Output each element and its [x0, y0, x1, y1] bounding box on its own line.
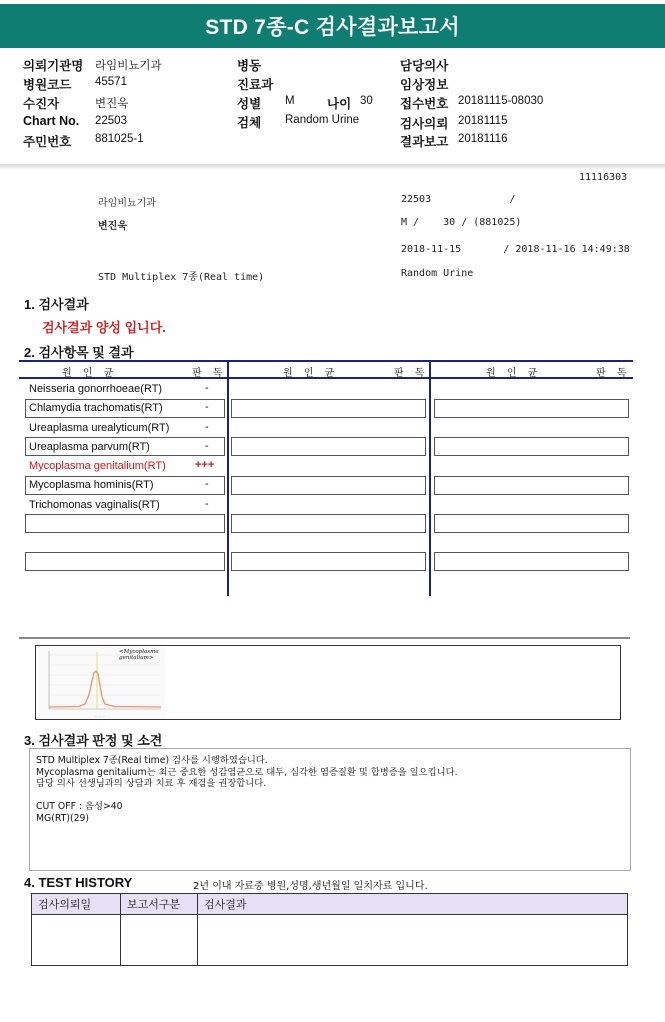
accession-no-label: 접수번호	[400, 97, 449, 111]
accession-no-value: 20181115-08030	[458, 95, 544, 107]
requesting-org-label: 의뢰기관명	[23, 59, 84, 73]
report-date-value: 20181116	[458, 133, 508, 145]
age-value: 30	[360, 95, 373, 107]
chart-no-label: Chart No.	[23, 114, 80, 128]
history-col-report-type: 보고서구분	[121, 894, 198, 915]
pathogen-name: Ureaplasma parvum(RT)	[29, 441, 150, 453]
graph-divider	[19, 637, 630, 639]
history-cell	[32, 915, 121, 966]
patient-label: 수진자	[23, 97, 60, 111]
sex-value: M	[285, 95, 295, 107]
grid-divider-2	[429, 360, 431, 596]
specimen-label: 검체	[237, 116, 262, 130]
history-row	[32, 915, 628, 966]
section1-title: 1. 검사결과	[24, 297, 89, 312]
result-box	[434, 476, 629, 495]
pathogen-result: -	[205, 382, 209, 394]
grid-divider-1	[227, 360, 229, 596]
report-title: STD 7종-C 검사결과보고서	[0, 4, 665, 48]
history-header-row	[32, 894, 628, 915]
print-code: 11116303	[579, 172, 628, 183]
result-box	[231, 552, 426, 571]
pathogen-name: Ureaplasma urealyticum(RT)	[29, 422, 170, 434]
pathogen-name-positive: Mycoplasma genitalium(RT)	[29, 460, 166, 472]
pathogen-result: -	[205, 478, 209, 490]
report-date-label: 결과보고	[400, 135, 449, 149]
result-box	[25, 514, 225, 533]
request-date-value: 20181115	[458, 115, 508, 127]
result-box	[231, 437, 426, 456]
hospital-code-value: 45571	[95, 76, 127, 88]
comment-line-blank	[36, 790, 458, 802]
result-box	[231, 514, 426, 533]
pathogen-result: -	[205, 421, 209, 433]
comment-box	[29, 748, 631, 871]
comment-line: Mycoplasma genitalium는 최근 중요한 성감염균으로 대두, 심각한 염증질환 및 합병증을 일으킵니다.	[36, 766, 458, 778]
doctor-label: 담당의사	[400, 59, 449, 73]
requesting-org-value: 라임비뇨기과	[95, 60, 162, 72]
print-dates: 2018-11-15 / 2018-11-16 14:49:38	[401, 244, 630, 255]
result-summary: 검사결과 양성 입니다.	[42, 320, 166, 335]
print-test-name: STD Multiplex 7종(Real time)	[98, 272, 265, 283]
graph-frame	[35, 645, 621, 720]
history-col-result: 검사결과	[198, 894, 628, 915]
ward-label: 병동	[237, 59, 262, 73]
section2-title: 2. 검사항목 및 결과	[24, 345, 134, 360]
specimen-value: Random Urine	[285, 114, 360, 126]
result-box	[231, 476, 426, 495]
result-box	[25, 552, 225, 571]
col-header-result: 판 독	[192, 368, 227, 379]
history-col-request-date: 검사의뢰일	[32, 894, 121, 915]
pathogen-result: -	[205, 440, 209, 452]
history-cell	[121, 915, 198, 966]
print-specimen: Random Urine	[401, 268, 474, 279]
col-header-pathogen: 원 인 균	[283, 368, 339, 379]
col-header-pathogen: 원 인 균	[486, 368, 542, 379]
clinical-info-label: 임상정보	[400, 78, 449, 92]
result-box	[434, 437, 629, 456]
comment-line: MG(RT)(29)	[36, 812, 90, 824]
comment-line: CUT OFF : 음성>40	[36, 801, 123, 812]
age-label: 나이	[327, 97, 352, 111]
history-cell	[198, 915, 628, 966]
col-header-pathogen: 원 인 균	[62, 368, 118, 379]
result-box	[434, 399, 629, 418]
result-box	[434, 514, 629, 533]
result-box	[434, 552, 629, 571]
resident-no-label: 주민번호	[23, 135, 72, 149]
pathogen-result: -	[205, 498, 209, 510]
graph-legend: <Mycoplasma genitalium>	[119, 649, 159, 661]
grid-top-line	[19, 360, 633, 362]
print-clinic: 라임비뇨기과	[98, 198, 156, 209]
history-table	[31, 893, 628, 966]
col-header-result: 판 독	[596, 368, 631, 379]
sex-label: 성별	[237, 97, 262, 111]
comment-text	[36, 755, 458, 824]
pathogen-name: Neisseria gonorrhoeae(RT)	[29, 383, 163, 395]
section4-title: 4. TEST HISTORY	[24, 875, 133, 890]
pathogen-result-positive: +++	[195, 459, 215, 471]
comment-line: 담당 의사 선생님과의 상담과 치료 후 재검을 권장합니다.	[36, 778, 267, 789]
pathogen-name: Chlamydia trachomatis(RT)	[29, 402, 163, 414]
dept-label: 진료과	[237, 78, 274, 92]
pathogen-result: -	[205, 401, 209, 413]
result-box	[231, 399, 426, 418]
section3-title: 3. 검사결과 판정 및 소견	[24, 733, 163, 748]
print-chart: 22503 /	[401, 194, 516, 205]
print-patient: 변진욱	[98, 221, 127, 232]
col-header-result: 판 독	[394, 368, 429, 379]
pathogen-name: Trichomonas vaginalis(RT)	[29, 499, 160, 511]
history-note: 2년 이내 자료중 병원,성명,생년월일 일치자료 입니다.	[193, 881, 428, 892]
chart-x-caption: ― ― ―	[94, 714, 105, 718]
comment-line: STD Multiplex 7종(Real time) 검사를 시행하였습니다.	[36, 755, 268, 766]
print-sex-age: M / 30 / (881025)	[401, 217, 522, 228]
pathogen-name: Mycoplasma hominis(RT)	[29, 479, 154, 491]
request-date-label: 검사의뢰	[400, 117, 449, 131]
header-divider	[0, 164, 665, 170]
hospital-code-label: 병원코드	[23, 78, 72, 92]
chart-no-value: 22503	[95, 115, 127, 127]
resident-no-value: 881025-1	[95, 133, 144, 145]
patient-value: 변진욱	[95, 98, 129, 110]
